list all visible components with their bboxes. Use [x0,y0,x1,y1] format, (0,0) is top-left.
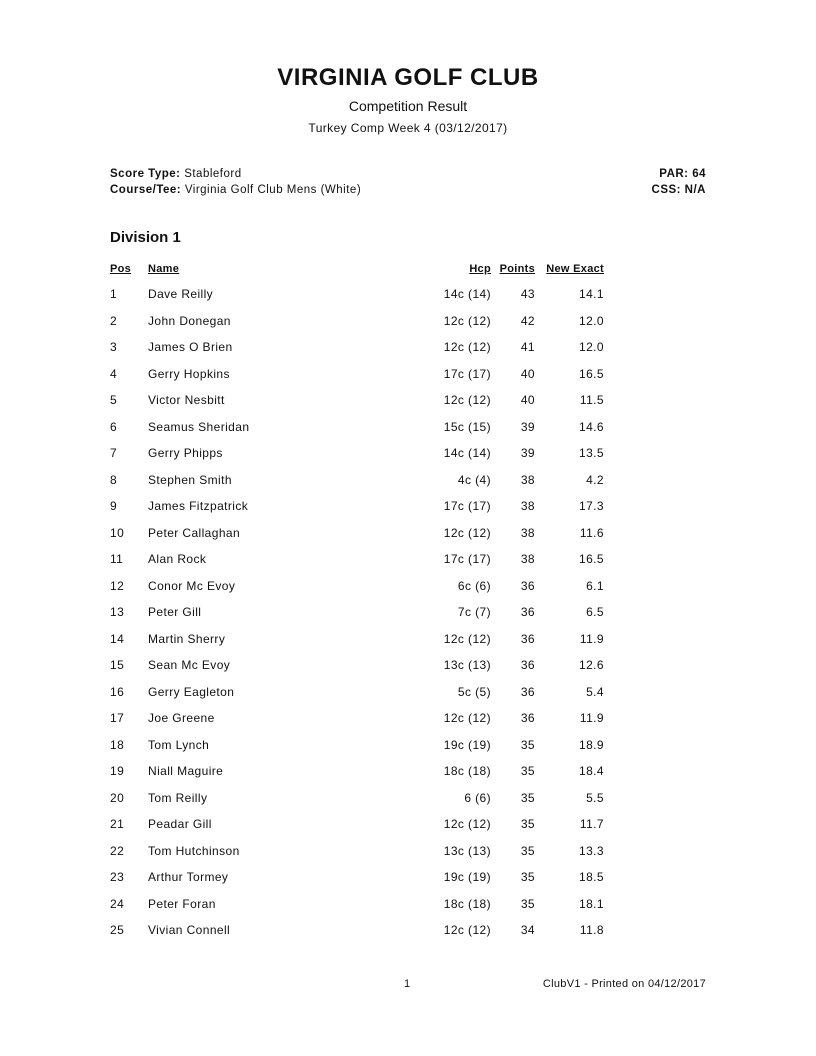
table-row [0,520,816,547]
table-row [0,414,816,441]
cell-pos: 19 [110,764,125,778]
cell-pos: 14 [110,631,125,646]
cell-player-name: James Fitzpatrick [148,499,249,513]
cell-player-name: Arthur Tormey [148,870,229,884]
cell-new-exact: 11.9 [579,631,604,646]
cell-handicap: 19c (19) [443,870,491,884]
column-header-points: Points [499,263,535,275]
cell-new-exact: 14.6 [579,419,604,434]
table-row [0,361,816,388]
cell-new-exact: 13.3 [579,843,604,858]
cell-player-name: Gerry Phipps [148,446,223,460]
results-table-header [0,261,816,277]
table-row [0,758,816,785]
table-row [0,334,816,361]
cell-new-exact: 12.6 [579,658,604,672]
cell-new-exact: 18.9 [579,737,604,752]
cell-player-name: Stephen Smith [148,472,232,487]
cell-player-name: Sean Mc Evoy [148,658,231,672]
cell-pos: 24 [110,896,125,911]
column-header-new-exact: New Exact [546,263,604,275]
table-row [0,387,816,414]
table-row [0,493,816,520]
cell-points: 36 [520,658,535,672]
cell-handicap: 5c (5) [457,684,491,699]
cell-handicap: 18c (18) [443,896,491,911]
css-value: CSS: N/A [651,184,706,196]
cell-points: 39 [520,419,535,434]
par-value: PAR: 64 [659,168,706,180]
cell-new-exact: 12.0 [579,313,604,328]
cell-player-name: Seamus Sheridan [148,419,250,434]
cell-player-name: Victor Nesbitt [148,393,225,407]
table-row [0,546,816,573]
cell-points: 36 [520,605,535,619]
cell-new-exact: 12.0 [579,340,604,354]
cell-player-name: Tom Lynch [148,737,210,752]
cell-handicap: 12c (12) [443,817,491,831]
cell-new-exact: 17.3 [579,499,604,513]
cell-new-exact: 14.1 [579,287,604,301]
cell-pos: 8 [110,472,118,487]
cell-new-exact: 13.5 [579,446,604,460]
cell-new-exact: 6.5 [586,605,604,619]
cell-player-name: Alan Rock [148,552,207,566]
cell-handicap: 17c (17) [443,552,491,566]
course-label: Course/Tee: [110,184,182,196]
cell-points: 38 [520,499,535,513]
table-row [0,599,816,626]
table-row [0,891,816,918]
cell-player-name: Peter Gill [148,605,202,619]
cell-pos: 3 [110,340,118,354]
page-number: 1 [404,978,411,990]
cell-pos: 18 [110,737,125,752]
cell-player-name: Peter Callaghan [148,525,241,540]
cell-new-exact: 6.1 [586,578,604,593]
cell-points: 39 [520,446,535,460]
cell-points: 41 [520,340,535,354]
cell-points: 35 [520,737,535,752]
table-row [0,732,816,759]
cell-handicap: 13c (13) [443,843,491,858]
cell-pos: 25 [110,923,125,937]
cell-points: 36 [520,684,535,699]
cell-pos: 23 [110,870,125,884]
cell-points: 35 [520,790,535,805]
cell-points: 35 [520,843,535,858]
cell-player-name: Conor Mc Evoy [148,578,236,593]
cell-pos: 7 [110,446,118,460]
table-row [0,679,816,706]
cell-handicap: 7c (7) [457,605,491,619]
table-row [0,626,816,653]
cell-handicap: 12c (12) [443,313,491,328]
cell-points: 42 [520,313,535,328]
cell-points: 38 [520,472,535,487]
cell-player-name: Peadar Gill [148,817,212,831]
cell-handicap: 12c (12) [443,525,491,540]
table-row [0,440,816,467]
cell-points: 40 [520,366,535,381]
cell-pos: 17 [110,711,125,725]
cell-pos: 5 [110,393,118,407]
column-header-hcp: Hcp [469,263,491,275]
report-subtitle: Competition Result [348,98,468,114]
cell-player-name: Tom Hutchinson [148,843,240,858]
cell-pos: 13 [110,605,125,619]
cell-handicap: 14c (14) [443,446,491,460]
cell-new-exact: 18.5 [579,870,604,884]
cell-handicap: 12c (12) [443,631,491,646]
column-header-pos: Pos [110,263,132,275]
cell-player-name: Martin Sherry [148,631,226,646]
competition-name: Turkey Comp Week 4 (03/12/2017) [308,121,508,135]
cell-player-name: Gerry Eagleton [148,684,235,699]
cell-new-exact: 16.5 [579,552,604,566]
cell-handicap: 18c (18) [443,764,491,778]
cell-handicap: 6c (6) [457,578,491,593]
cell-points: 35 [520,896,535,911]
printed-info: ClubV1 - Printed on 04/12/2017 [542,978,706,990]
cell-new-exact: 5.4 [586,684,604,699]
score-meta [110,166,361,198]
cell-handicap: 17c (17) [443,499,491,513]
cell-pos: 10 [110,525,125,540]
cell-new-exact: 11.8 [579,923,604,937]
cell-player-name: Joe Greene [148,711,215,725]
table-row [0,785,816,812]
cell-player-name: James O Brien [148,340,233,354]
cell-pos: 12 [110,578,125,593]
cell-points: 36 [520,631,535,646]
cell-pos: 16 [110,684,125,699]
table-row [0,864,816,891]
cell-points: 40 [520,393,535,407]
cell-points: 43 [520,287,535,301]
cell-pos: 4 [110,366,118,381]
cell-points: 35 [520,870,535,884]
cell-pos: 20 [110,790,125,805]
table-row [0,652,816,679]
cell-points: 35 [520,764,535,778]
cell-player-name: Dave Reilly [148,287,214,301]
cell-player-name: Gerry Hopkins [148,366,230,381]
cell-points: 35 [520,817,535,831]
cell-points: 36 [520,578,535,593]
cell-pos: 11 [110,552,124,566]
table-row [0,705,816,732]
table-row [0,917,816,944]
club-title: VIRGINIA GOLF CLUB [277,64,539,91]
cell-handicap: 19c (19) [443,737,491,752]
cell-handicap: 12c (12) [443,923,491,937]
column-header-name: Name [148,263,180,275]
cell-pos: 2 [110,313,118,328]
cell-handicap: 12c (12) [443,393,491,407]
cell-pos: 22 [110,843,125,858]
cell-new-exact: 16.5 [579,366,604,381]
table-row [0,467,816,494]
cell-points: 38 [520,525,535,540]
cell-new-exact: 11.7 [579,817,604,831]
cell-handicap: 14c (14) [443,287,491,301]
course-row [110,182,361,198]
cell-new-exact: 11.6 [579,525,604,540]
division-title: Division 1 [110,229,181,246]
cell-pos: 15 [110,658,125,672]
table-row [0,308,816,335]
cell-handicap: 13c (13) [443,658,491,672]
table-row [0,281,816,308]
cell-new-exact: 11.5 [579,393,604,407]
cell-handicap: 12c (12) [443,340,491,354]
cell-new-exact: 18.4 [579,764,604,778]
results-table [0,281,816,944]
cell-points: 38 [520,552,535,566]
score-type-value: Stableford [184,168,242,180]
cell-new-exact: 4.2 [586,472,604,487]
cell-points: 36 [520,711,535,725]
cell-pos: 6 [110,419,118,434]
cell-pos: 9 [110,499,118,513]
cell-handicap: 15c (15) [443,419,491,434]
cell-player-name: Niall Maguire [148,764,224,778]
cell-pos: 1 [110,287,118,301]
cell-handicap: 6 (6) [464,790,491,805]
cell-player-name: John Donegan [148,313,231,328]
cell-handicap: 12c (12) [443,711,491,725]
cell-new-exact: 11.9 [579,711,604,725]
cell-pos: 21 [110,817,125,831]
cell-new-exact: 18.1 [579,896,604,911]
cell-handicap: 4c (4) [457,472,491,487]
cell-player-name: Vivian Connell [148,923,231,937]
par-meta [652,166,706,198]
course-value: Virginia Golf Club Mens (White) [184,184,362,196]
score-type-label: Score Type: [110,168,181,180]
table-row [0,838,816,865]
cell-player-name: Tom Reilly [148,790,208,805]
table-row [0,811,816,838]
cell-points: 34 [520,923,535,937]
cell-new-exact: 5.5 [586,790,604,805]
table-row [0,573,816,600]
cell-player-name: Peter Foran [148,896,216,911]
cell-handicap: 17c (17) [443,366,491,381]
score-type-row [110,166,361,182]
